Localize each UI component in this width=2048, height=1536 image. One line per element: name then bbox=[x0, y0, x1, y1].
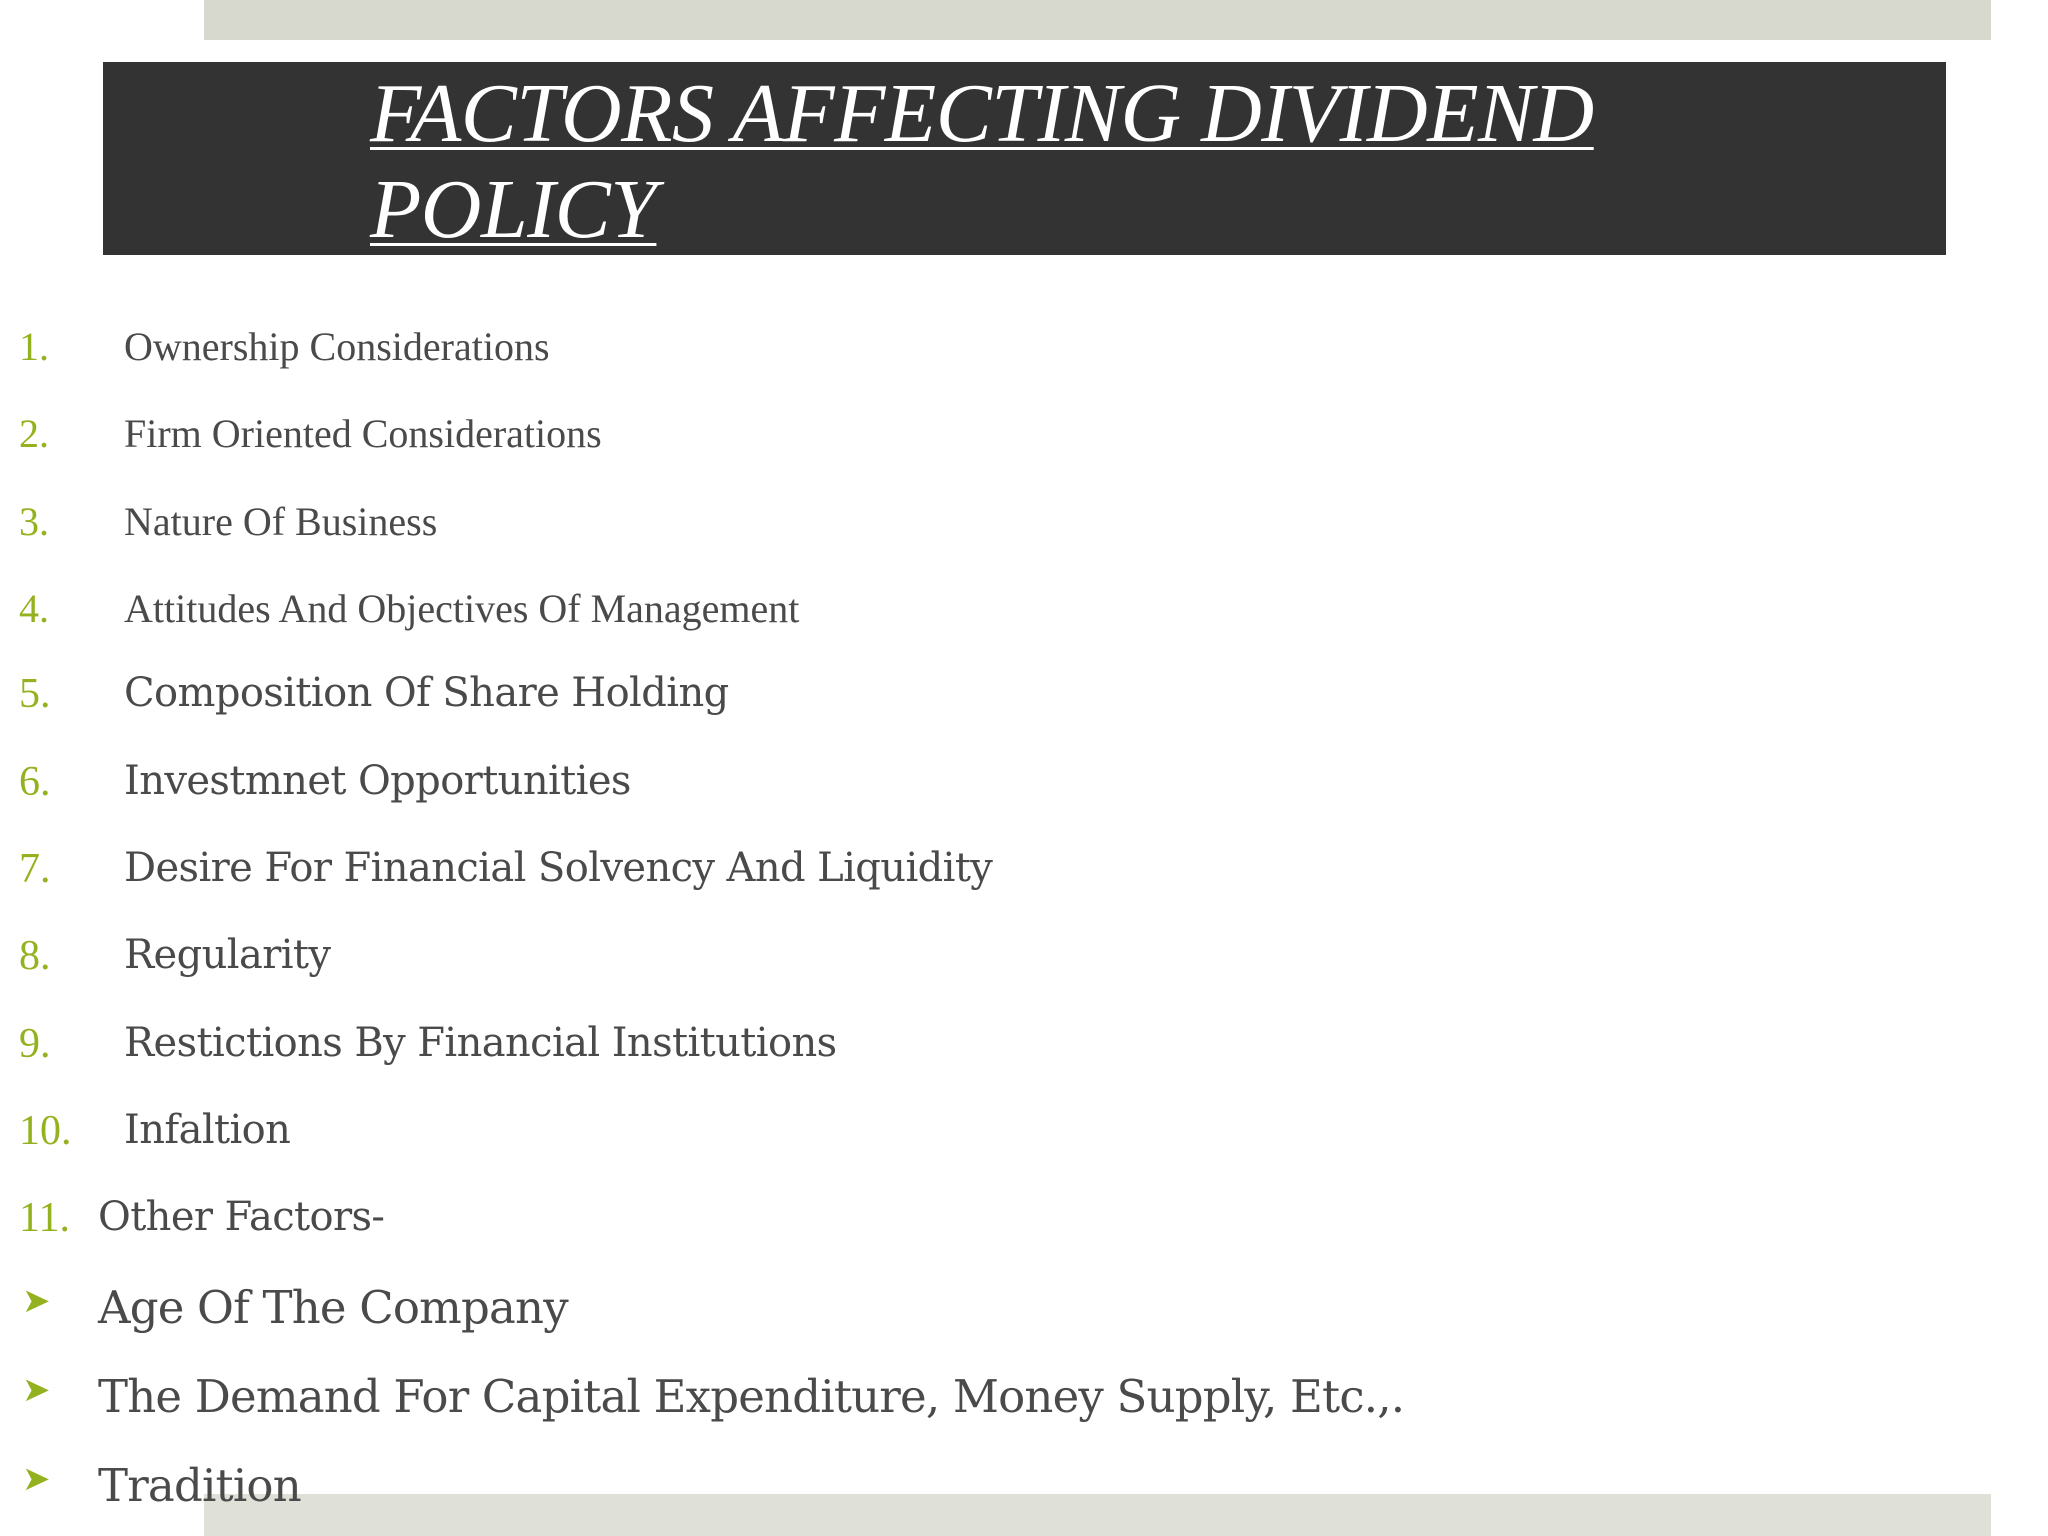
item-label: The Demand For Capital Expenditure, Money Supply, Etc.,. bbox=[98, 1370, 1405, 1423]
list-item-2 bbox=[0, 410, 1700, 470]
top-decorative-band bbox=[204, 0, 1991, 40]
item-label: Attitudes And Objectives Of Management bbox=[124, 586, 800, 631]
list-item-4 bbox=[0, 585, 1700, 645]
item-label: Age Of The Company bbox=[98, 1281, 568, 1334]
item-number: 10. bbox=[19, 1108, 72, 1154]
item-label: Other Factors- bbox=[98, 1194, 385, 1240]
item-number: 3. bbox=[19, 499, 49, 544]
slide-title bbox=[370, 66, 1670, 258]
item-label: Restictions By Financial Institutions bbox=[124, 1020, 837, 1066]
list-item-7 bbox=[0, 845, 1700, 905]
item-number: 5. bbox=[19, 671, 51, 717]
item-number: 2. bbox=[19, 411, 49, 456]
bullet-item-2 bbox=[0, 1370, 1700, 1430]
item-label: Investmnet Opportunities bbox=[124, 758, 631, 804]
list-item-1 bbox=[0, 323, 1700, 383]
item-label: Regularity bbox=[124, 932, 331, 978]
list-item-5 bbox=[0, 670, 1700, 730]
list-item-6 bbox=[0, 758, 1700, 818]
item-number: 11. bbox=[19, 1195, 70, 1241]
arrowhead-bullet-icon: ➤ bbox=[22, 1459, 51, 1499]
item-number: 9. bbox=[19, 1021, 51, 1067]
item-label: Firm Oriented Considerations bbox=[124, 411, 602, 456]
arrowhead-bullet-icon: ➤ bbox=[22, 1281, 51, 1321]
list-item-3 bbox=[0, 498, 1700, 558]
list-item-9 bbox=[0, 1020, 1700, 1080]
slide-title-line-2: POLICY bbox=[370, 163, 657, 256]
item-label: Composition Of Share Holding bbox=[124, 670, 729, 716]
list-item-11 bbox=[0, 1194, 1700, 1254]
list-item-8 bbox=[0, 932, 1700, 992]
bullet-item-3 bbox=[0, 1459, 1700, 1519]
item-number: 6. bbox=[19, 759, 51, 805]
bullet-item-1 bbox=[0, 1281, 1700, 1341]
item-label: Ownership Considerations bbox=[124, 324, 550, 369]
item-number: 7. bbox=[19, 846, 51, 892]
item-number: 1. bbox=[19, 324, 49, 369]
item-number: 8. bbox=[19, 933, 51, 979]
item-label: Tradition bbox=[98, 1459, 301, 1512]
list-item-10 bbox=[0, 1107, 1700, 1167]
item-label: Desire For Financial Solvency And Liquidity bbox=[124, 845, 993, 891]
item-label: Nature Of Business bbox=[124, 499, 438, 544]
arrowhead-bullet-icon: ➤ bbox=[22, 1370, 51, 1410]
item-label: Infaltion bbox=[124, 1107, 291, 1153]
item-number: 4. bbox=[19, 586, 49, 631]
slide-title-line-1: FACTORS AFFECTING DIVIDEND bbox=[370, 67, 1594, 160]
